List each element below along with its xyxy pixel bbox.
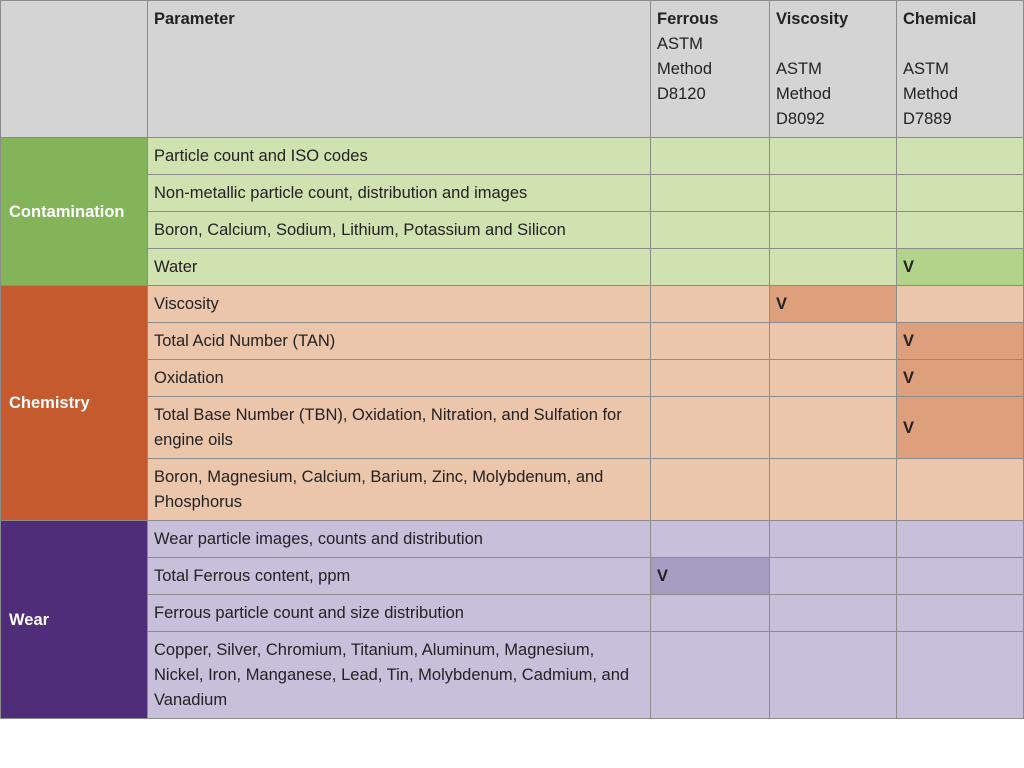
header-chemical-line: ASTM: [903, 60, 949, 78]
parameter-cell: Boron, Calcium, Sodium, Lithium, Potassium and Silicon: [148, 212, 651, 249]
ferrous-cell: [651, 212, 770, 249]
table-row: [1, 286, 1024, 323]
table-row: [1, 397, 1024, 459]
chemical-cell: [897, 286, 1024, 323]
parameter-cell: Oxidation: [148, 360, 651, 397]
header-parameter: Parameter: [148, 1, 651, 138]
chemical-cell: [897, 212, 1024, 249]
table-row: [1, 323, 1024, 360]
viscosity-cell: [770, 249, 897, 286]
header-viscosity-line: D8092: [776, 110, 825, 128]
parameter-cell: Non-metallic particle count, distribution and images: [148, 175, 651, 212]
header-spacer: [903, 32, 1017, 57]
viscosity-cell: [770, 138, 897, 175]
header-ferrous: [651, 1, 770, 138]
header-spacer: [776, 32, 890, 57]
ferrous-cell: [651, 286, 770, 323]
ferrous-cell: [651, 595, 770, 632]
header-chemical-line: D7889: [903, 110, 952, 128]
section-label-chemistry: Chemistry: [1, 286, 148, 521]
section-label-wear: Wear: [1, 521, 148, 719]
header-chemical-title: Chemical: [903, 10, 977, 28]
header-viscosity: [770, 1, 897, 138]
header-ferrous-line: D8120: [657, 85, 706, 103]
table-row: [1, 521, 1024, 558]
header-viscosity-line: ASTM: [776, 60, 822, 78]
parameter-cell: Wear particle images, counts and distribution: [148, 521, 651, 558]
viscosity-cell: [770, 595, 897, 632]
header-chemical-line: Method: [903, 85, 959, 103]
viscosity-cell: [770, 521, 897, 558]
parameter-cell: Viscosity: [148, 286, 651, 323]
table-row: [1, 459, 1024, 521]
chemical-cell: V: [897, 397, 1024, 459]
table-row: [1, 360, 1024, 397]
ferrous-cell: [651, 459, 770, 521]
ferrous-cell: [651, 521, 770, 558]
chemical-cell: [897, 138, 1024, 175]
table-row: [1, 595, 1024, 632]
viscosity-cell: [770, 558, 897, 595]
viscosity-cell: [770, 360, 897, 397]
header-viscosity-title: Viscosity: [776, 10, 849, 28]
chemical-cell: [897, 632, 1024, 719]
parameter-cell: Particle count and ISO codes: [148, 138, 651, 175]
chemical-cell: V: [897, 360, 1024, 397]
parameter-cell: Boron, Magnesium, Calcium, Barium, Zinc, Molybdenum, and Phosphorus: [148, 459, 651, 521]
chemical-cell: [897, 595, 1024, 632]
viscosity-cell: [770, 632, 897, 719]
chemical-cell: [897, 459, 1024, 521]
ferrous-cell: [651, 175, 770, 212]
header-row: [1, 1, 1024, 138]
ferrous-cell: [651, 138, 770, 175]
table-row: [1, 138, 1024, 175]
chemical-cell: V: [897, 249, 1024, 286]
viscosity-cell: [770, 397, 897, 459]
chemical-cell: [897, 175, 1024, 212]
ferrous-cell: [651, 360, 770, 397]
header-corner: [1, 1, 148, 138]
ferrous-cell: [651, 249, 770, 286]
parameter-cell: Ferrous particle count and size distribution: [148, 595, 651, 632]
parameter-cell: Copper, Silver, Chromium, Titanium, Aluminum, Magnesium, Nickel, Iron, Manganese, Lead, Tin, Molybdenum, Cadmium, and Vanadium: [148, 632, 651, 719]
ferrous-cell: V: [651, 558, 770, 595]
chemical-cell: [897, 558, 1024, 595]
viscosity-cell: [770, 459, 897, 521]
viscosity-cell: [770, 175, 897, 212]
header-ferrous-title: Ferrous: [657, 10, 719, 28]
header-viscosity-line: Method: [776, 85, 832, 103]
header-chemical: [897, 1, 1024, 138]
parameter-cell: Total Ferrous content, ppm: [148, 558, 651, 595]
header-ferrous-line: ASTM: [657, 35, 703, 53]
table-row: [1, 632, 1024, 719]
chemical-cell: V: [897, 323, 1024, 360]
ferrous-cell: [651, 632, 770, 719]
table-row: [1, 558, 1024, 595]
parameter-cell: Total Base Number (TBN), Oxidation, Nitration, and Sulfation for engine oils: [148, 397, 651, 459]
viscosity-cell: [770, 212, 897, 249]
parameter-cell: Water: [148, 249, 651, 286]
parameter-cell: Total Acid Number (TAN): [148, 323, 651, 360]
section-label-contamination: Contamination: [1, 138, 148, 286]
viscosity-cell: [770, 323, 897, 360]
ferrous-cell: [651, 323, 770, 360]
ferrous-cell: [651, 397, 770, 459]
chemical-cell: [897, 521, 1024, 558]
viscosity-cell: V: [770, 286, 897, 323]
table-row: [1, 249, 1024, 286]
table-row: [1, 175, 1024, 212]
header-ferrous-line: Method: [657, 60, 713, 78]
table-row: [1, 212, 1024, 249]
